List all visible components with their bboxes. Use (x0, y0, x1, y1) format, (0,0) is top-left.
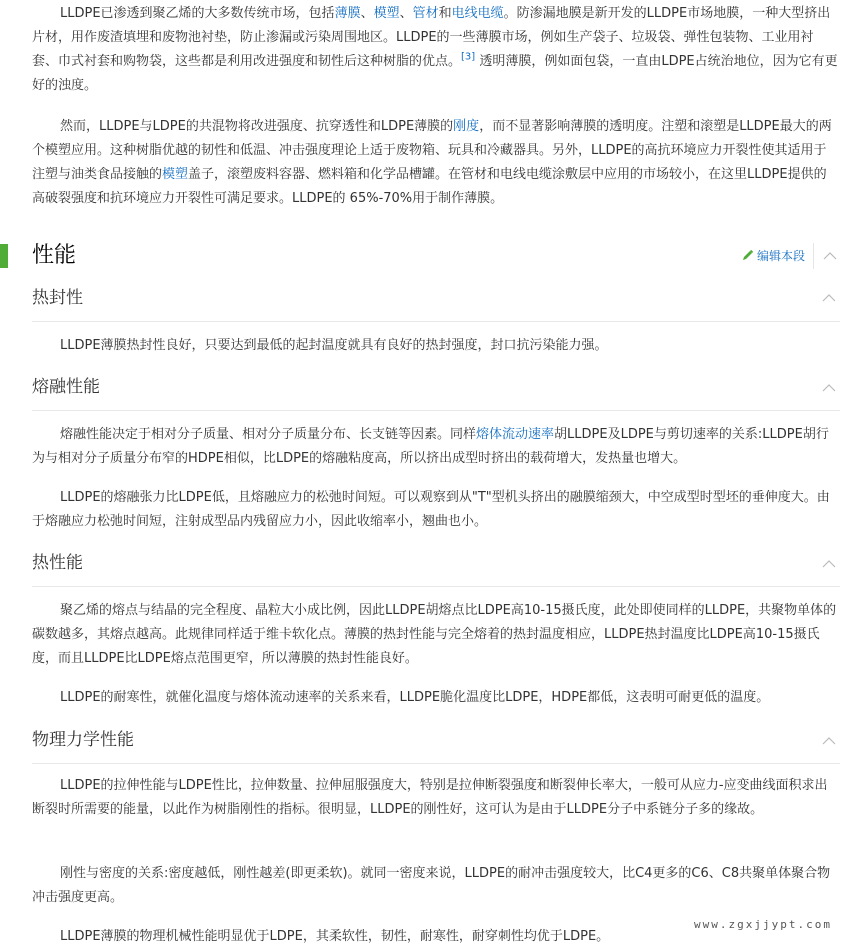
link-melt-flow-rate[interactable]: 熔体流动速率 (476, 427, 555, 442)
text-span: 胡LLDPE及LDPE与剪切速率的关系:LLDPE胡行为与相对分子质量分布窄的HDPE相似，比LDPE的熔融粘度高，所以挤出成型时挤出的载荷增大，发热量也增大。 (32, 427, 829, 466)
subsection-title-mechanical: 物理力学性能 (32, 730, 134, 750)
link-stiffness[interactable]: 刚度 (453, 119, 480, 134)
text-span: 熔融性能决定于相对分子质量、相对分子质量分布、长支链等因素。同样 (60, 427, 477, 442)
watermark: www.zgxjjypt.com (694, 918, 832, 931)
text-span: 、 (360, 6, 374, 21)
intro-paragraph-1 (32, 2, 838, 98)
heat-seal-paragraph: LLDPE薄膜热封性良好，只要达到最低的起封温度就具有良好的热封强度，封口抗污染能力强。 (60, 338, 608, 353)
subsection-divider (32, 321, 840, 322)
reference-link[interactable]: [3] (461, 51, 476, 63)
section-title: 性能 (32, 243, 77, 268)
link-molding-2[interactable]: 模塑 (162, 167, 189, 182)
pencil-icon (742, 247, 754, 259)
thermal-paragraph-2: LLDPE的耐寒性，就催化温度与熔体流动速率的关系来看，LLDPE脆化温度比LDPE，HDPE都低，这表明可耐更低的温度。 (60, 690, 770, 705)
text-span: LLDPE已渗透到聚乙烯的大多数传统市场，包括 (60, 6, 335, 21)
text-span: 、 (399, 6, 413, 21)
subsection-divider (32, 410, 840, 411)
text-span: 盖子，滚塑废料容器、燃料箱和化学品槽罐。在管材和电线电缆涂敷层中应用的市场较小，在这里LLDPE提供的高破裂强度和抗环境应力开裂性可满足要求。LLDPE的 65%-70%用于制作薄膜。 (32, 167, 827, 206)
chevron-up-icon[interactable] (822, 294, 836, 302)
link-pipe[interactable]: 管材 (412, 6, 439, 21)
text-span: 和 (438, 6, 452, 21)
thermal-paragraph-1: 聚乙烯的熔点与结晶的完全程度、晶粒大小成比例，因此LLDPE胡熔点比LDPE高10-15摄氏度，此处即使同样的LLDPE，共聚物单体的碳数越多，其熔点越高。此规律同样适于维卡软化点。薄膜的热封性能与完全熔着的热封温度相应，LLDPE热封温度比LDPE高10-15摄氏度，而且LLDPE比LDPE熔点范围更窄，所以薄膜的热封性能良好。 (32, 603, 837, 666)
divider (813, 243, 814, 269)
link-film[interactable]: 薄膜 (334, 6, 361, 21)
subsection-title-thermal: 热性能 (32, 553, 83, 573)
chevron-up-icon[interactable] (822, 384, 836, 392)
link-molding[interactable]: 模塑 (373, 6, 400, 21)
mechanical-paragraph-3: LLDPE薄膜的物理机械性能明显优于LDPE，其柔软性，韧性，耐寒性，耐穿刺性均优于LDPE。 (60, 929, 610, 944)
subsection-title-melt: 熔融性能 (32, 377, 100, 397)
mechanical-paragraph-2: 刚性与密度的关系:密度越低，刚性越差(即更柔软)。就同一密度来说，LLDPE的耐冲击强度较大，比C4更多的C6、C8共聚单体聚合物冲击强度更高。 (32, 866, 831, 905)
melt-paragraph-2: LLDPE的熔融张力比LDPE低，且熔融应力的松弛时间短。可以观察到从"T"型机头挤出的融膜缩颈大，中空成型时型坯的垂伸度大。由于熔融应力松弛时间短，注射成型品内残留应力小，因此收缩率小，翘曲也小。 (32, 490, 830, 529)
melt-paragraph-1 (32, 423, 838, 471)
subsection-divider (32, 586, 840, 587)
subsection-divider (32, 763, 840, 764)
text-span: 然而，LLDPE与LDPE的共混物将改进强度、抗穿透性和LDPE薄膜的 (60, 119, 454, 134)
chevron-up-icon[interactable] (822, 737, 836, 745)
text-span: ，而不显著影响薄膜的透明度。注塑和滚塑是LLDPE最大的两个模塑应用。这种树脂优越的韧性和低温、冲击强度理论上适于废物箱、玩具和冷藏器具。另外，LLDPE的高抗环境应力开裂性使其适用于注塑与油类食品接触的 (32, 119, 832, 182)
text-span: 。防渗漏地膜是新开发的LLDPE市场地膜，一种大型挤出片材，用作废渣填埋和废物池衬垫，防止渗漏或污染周围地区。LLDPE的一些薄膜市场，例如生产袋子、垃圾袋、弹性包装物、工业用衬套、巾式衬套和购物袋，这些都是利用改进强度和韧性后这种树脂的优点。 (32, 6, 831, 69)
edit-section-label: 编辑本段 (757, 249, 806, 263)
section-accent-bar (0, 244, 8, 268)
edit-section-link[interactable] (742, 246, 805, 266)
intro-paragraph-2 (32, 115, 838, 211)
subsection-title-heat-seal: 热封性 (32, 288, 83, 308)
text-span: 透明薄膜，例如面包袋，一直由LDPE占统治地位，因为它有更好的浊度。 (32, 54, 838, 93)
link-wire-cable[interactable]: 电线电缆 (451, 6, 504, 21)
mechanical-paragraph-1: LLDPE的拉伸性能与LDPE性比，拉伸数量、拉伸屈服强度大，特别是拉伸断裂强度和断裂伸长率大，一般可从应力-应变曲线面积求出断裂时所需要的能量，以此作为树脂刚性的指标。很明显，LLDPE的刚性好，这可认为是由于LLDPE分子中系链分子多的缘故。 (32, 778, 828, 817)
chevron-up-icon[interactable] (822, 560, 836, 568)
chevron-up-icon[interactable] (823, 252, 837, 260)
